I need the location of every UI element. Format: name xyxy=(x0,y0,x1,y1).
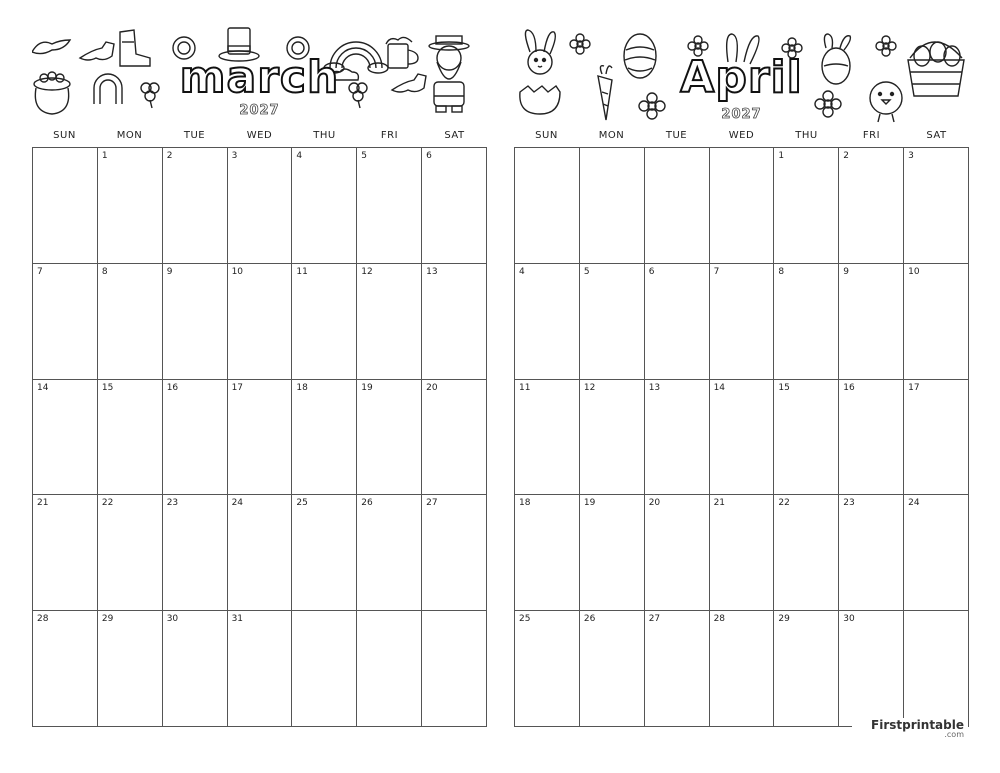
day-cell: 24 xyxy=(228,495,293,611)
day-cell: 18 xyxy=(515,495,580,611)
weekday-label: FRI xyxy=(380,130,399,141)
day-cell: 13 xyxy=(645,380,710,496)
day-cell: 15 xyxy=(774,380,839,496)
weekday-label: SUN xyxy=(53,130,76,141)
day-cell: 19 xyxy=(580,495,645,611)
day-cell: 22 xyxy=(98,495,163,611)
day-cell: 21 xyxy=(33,495,98,611)
weekday-label: MON xyxy=(598,130,625,141)
day-cell: 28 xyxy=(33,611,98,727)
day-cell: 19 xyxy=(357,380,422,496)
day-cell: 7 xyxy=(33,264,98,380)
day-cell: 30 xyxy=(163,611,228,727)
day-cell: 31 xyxy=(228,611,293,727)
day-cell xyxy=(580,148,645,264)
day-cell: 6 xyxy=(422,148,487,264)
day-cell: 14 xyxy=(710,380,775,496)
day-cell: 25 xyxy=(292,495,357,611)
brand-domain: .com xyxy=(944,730,964,739)
weekday-header xyxy=(32,130,487,144)
weekday-label: TUE xyxy=(665,130,688,141)
day-cell: 13 xyxy=(422,264,487,380)
weekday-label: WED xyxy=(246,130,273,141)
day-cell: 20 xyxy=(645,495,710,611)
day-cell: 4 xyxy=(292,148,357,264)
month-year: 2027 xyxy=(239,103,280,118)
day-cell: 10 xyxy=(228,264,293,380)
day-cell: 16 xyxy=(839,380,904,496)
weekday-label: MON xyxy=(116,130,143,141)
weekday-label: FRI xyxy=(862,130,881,141)
day-cell: 1 xyxy=(98,148,163,264)
day-cell: 11 xyxy=(515,380,580,496)
april-header xyxy=(514,0,969,128)
flower-icon xyxy=(570,34,590,54)
weekday-label: SAT xyxy=(926,130,947,141)
weekday-label: WED xyxy=(728,130,755,141)
day-cell: 16 xyxy=(163,380,228,496)
day-grid xyxy=(514,147,969,727)
day-cell: 27 xyxy=(422,495,487,611)
weekday-label: THU xyxy=(313,130,336,141)
month-title: April xyxy=(680,52,803,103)
day-cell xyxy=(515,148,580,264)
day-cell xyxy=(33,148,98,264)
day-cell: 12 xyxy=(357,264,422,380)
day-cell: 14 xyxy=(33,380,98,496)
day-cell: 27 xyxy=(645,611,710,727)
brand-name: Firstprintable xyxy=(871,718,964,732)
day-cell: 7 xyxy=(710,264,775,380)
day-cell: 22 xyxy=(774,495,839,611)
day-cell: 21 xyxy=(710,495,775,611)
day-cell xyxy=(292,611,357,727)
day-grid xyxy=(32,147,487,727)
day-cell: 29 xyxy=(774,611,839,727)
day-cell: 20 xyxy=(422,380,487,496)
month-year: 2027 xyxy=(721,107,762,122)
day-cell: 10 xyxy=(904,264,969,380)
day-cell: 26 xyxy=(357,495,422,611)
day-cell: 18 xyxy=(292,380,357,496)
day-cell: 1 xyxy=(774,148,839,264)
day-cell xyxy=(710,148,775,264)
day-cell: 25 xyxy=(515,611,580,727)
day-cell: 2 xyxy=(163,148,228,264)
day-cell: 3 xyxy=(228,148,293,264)
weekday-header xyxy=(514,130,969,144)
day-cell xyxy=(904,611,969,727)
day-cell: 4 xyxy=(515,264,580,380)
day-cell: 23 xyxy=(839,495,904,611)
weekday-label: THU xyxy=(795,130,818,141)
day-cell xyxy=(645,148,710,264)
day-cell: 5 xyxy=(357,148,422,264)
day-cell: 11 xyxy=(292,264,357,380)
day-cell: 23 xyxy=(163,495,228,611)
april-calendar xyxy=(514,0,969,625)
day-cell: 9 xyxy=(839,264,904,380)
day-cell: 12 xyxy=(580,380,645,496)
day-cell: 3 xyxy=(904,148,969,264)
day-cell: 26 xyxy=(580,611,645,727)
march-calendar xyxy=(32,0,487,625)
day-cell: 30 xyxy=(839,611,904,727)
day-cell: 24 xyxy=(904,495,969,611)
day-cell xyxy=(357,611,422,727)
day-cell: 6 xyxy=(645,264,710,380)
day-cell: 8 xyxy=(774,264,839,380)
day-cell: 9 xyxy=(163,264,228,380)
day-cell: 5 xyxy=(580,264,645,380)
weekday-label: TUE xyxy=(183,130,206,141)
march-header xyxy=(32,0,487,128)
month-title: march xyxy=(179,52,340,103)
weekday-label: SAT xyxy=(444,130,465,141)
day-cell: 15 xyxy=(98,380,163,496)
day-cell: 17 xyxy=(228,380,293,496)
day-cell: 29 xyxy=(98,611,163,727)
brand-logo xyxy=(852,718,968,739)
day-cell: 2 xyxy=(839,148,904,264)
day-cell: 28 xyxy=(710,611,775,727)
weekday-label: SUN xyxy=(535,130,558,141)
day-cell: 17 xyxy=(904,380,969,496)
day-cell: 8 xyxy=(98,264,163,380)
day-cell xyxy=(422,611,487,727)
